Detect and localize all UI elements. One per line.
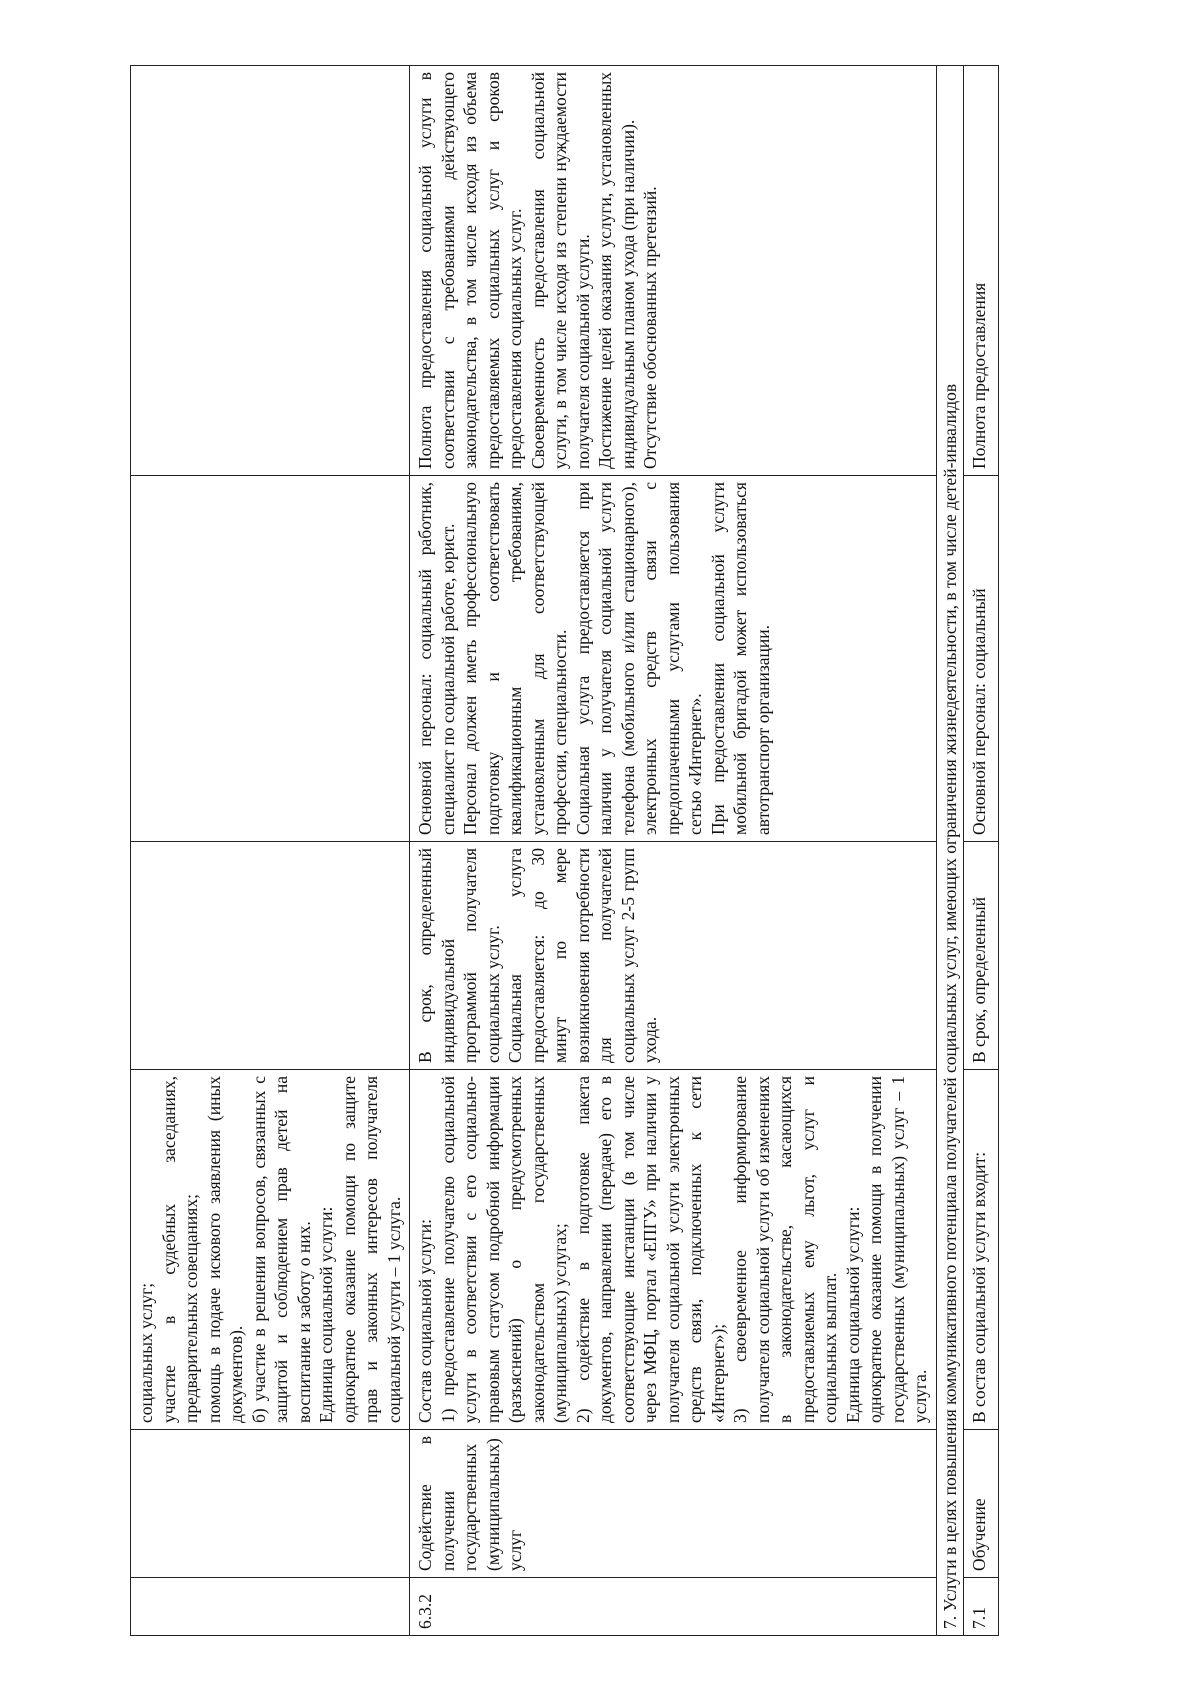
services-table	[130, 65, 999, 1636]
cell-service-name	[131, 1430, 410, 1578]
content-line: 3) своевременное информирование получателя социальной услуги об изменениях в законодательстве, касающихся предоставляемых ему льгот, услуг и социальных выплат.	[730, 1076, 840, 1423]
conditions-line: При предоставлении социальной услуги мобильной бригадой может использоваться автотранспорт организации.	[707, 482, 773, 835]
cell-number: 7.1	[964, 1578, 999, 1636]
cell-service-content	[131, 1070, 410, 1430]
rotated-table-container	[130, 66, 1100, 1636]
term-line: В срок, определенный индивидуальной программой получателя социальных услуг.	[415, 848, 503, 1063]
content-line: социальных услуг;	[136, 1282, 156, 1423]
cell-conditions: Основной персонал: социальный	[964, 476, 999, 842]
content-line: б) участие в решении вопросов, связанных с защитой и соблюдением прав детей на воспитание и заботу о них.	[248, 1076, 314, 1423]
quality-line: Достижение целей оказания услуги, установленных индивидуальным планом ухода (при наличии).	[595, 72, 638, 469]
cell-term	[410, 842, 937, 1070]
quality-line: Своевременность предоставления социальной услуги, в том числе исходя из степени нуждаемости получателя социальной услуги.	[527, 72, 593, 469]
conditions-line: Персонал должен иметь профессиональную подготовку и соответствовать квалификационным требованиям, установленным для соответствующей профессии, специальности.	[460, 482, 570, 835]
cell-quality	[131, 66, 410, 476]
content-line: 1) предоставление получателю социальной услуги в соответствии с его социально-правовым статусом подробной информации (разъяснений) о предусмотренных законодательством государственных (муниципальных) услугах;	[437, 1076, 570, 1423]
cell-service-content	[410, 1070, 937, 1430]
cell-service-name: Содействие в получении государственных (муниципальных) услуг	[410, 1430, 937, 1578]
cell-term	[131, 842, 410, 1070]
conditions-line: Социальная услуга предоставляется при наличии у получателя социальной услуги телефона (мобильного и/или стационарного), электронных средств связи с предоплаченными услугами пользования сетью «Интернет».	[572, 482, 705, 835]
content-line: однократное оказание помощи по защите прав и законных интересов получателя социальной услуги – 1 услуга.	[338, 1076, 404, 1423]
cell-quality: Полнота предоставления	[964, 66, 999, 476]
table-row-6-3-2	[410, 66, 937, 1636]
quality-line: Отсутствие обоснованных претензий.	[640, 186, 660, 469]
table-row-7-1	[964, 66, 999, 1636]
content-line: Единица социальной услуги:	[316, 1206, 336, 1423]
content-line: участие в судебных заседаниях, предварительных совещаниях;	[158, 1076, 201, 1423]
content-line: Состав социальной услуги:	[415, 1218, 435, 1423]
content-line: 2) содействие в подготовке пакета документов, направлении (передаче) его в соответствующие инстанции (в том числе через МФЦ, портал «ЕПГУ» при наличии у получателя социальной услуги электронных средств связи, подключенных к сети «Интернет»);	[572, 1076, 728, 1423]
cell-number	[131, 1578, 410, 1636]
cell-number: 6.3.2	[410, 1578, 937, 1636]
cell-conditions	[131, 476, 410, 842]
cell-quality	[410, 66, 937, 476]
table-row-continued	[131, 66, 410, 1636]
cell-conditions	[410, 476, 937, 842]
section-title: 7. Услуги в целях повышения коммуникативного потенциала получателей социальных услуг, имеющих ограничения жизнедеятельности, в том числе детей-инвалидов	[936, 66, 964, 1636]
content-line: однократное оказание помощи в получении государственных (муниципальных) услуг – 1 услуга.	[865, 1076, 930, 1423]
content-line: Единица социальной услуги:	[842, 1206, 863, 1423]
cell-service-name: Обучение	[964, 1430, 999, 1578]
term-line: Социальная услуга предоставляется: до 30 минут по мере возникновения потребности для получателей социальных услуг 2-5 групп ухода.	[505, 848, 660, 1063]
conditions-line: Основной персонал: социальный работник, специалист по социальной работе, юрист.	[415, 482, 458, 835]
section-header-row	[936, 66, 964, 1636]
content-line: помощь в подаче искового заявления (иных документов).	[203, 1076, 246, 1423]
cell-service-content: В состав социальной услуги входит:	[964, 1070, 999, 1430]
quality-line: Полнота предоставления социальной услуги в соответствии с требованиями действующего законодательства, в том числе исходя из объема предоставляемых социальных услуг и сроков предоставления социальных услуг.	[415, 72, 525, 469]
cell-term: В срок, определенный	[964, 842, 999, 1070]
